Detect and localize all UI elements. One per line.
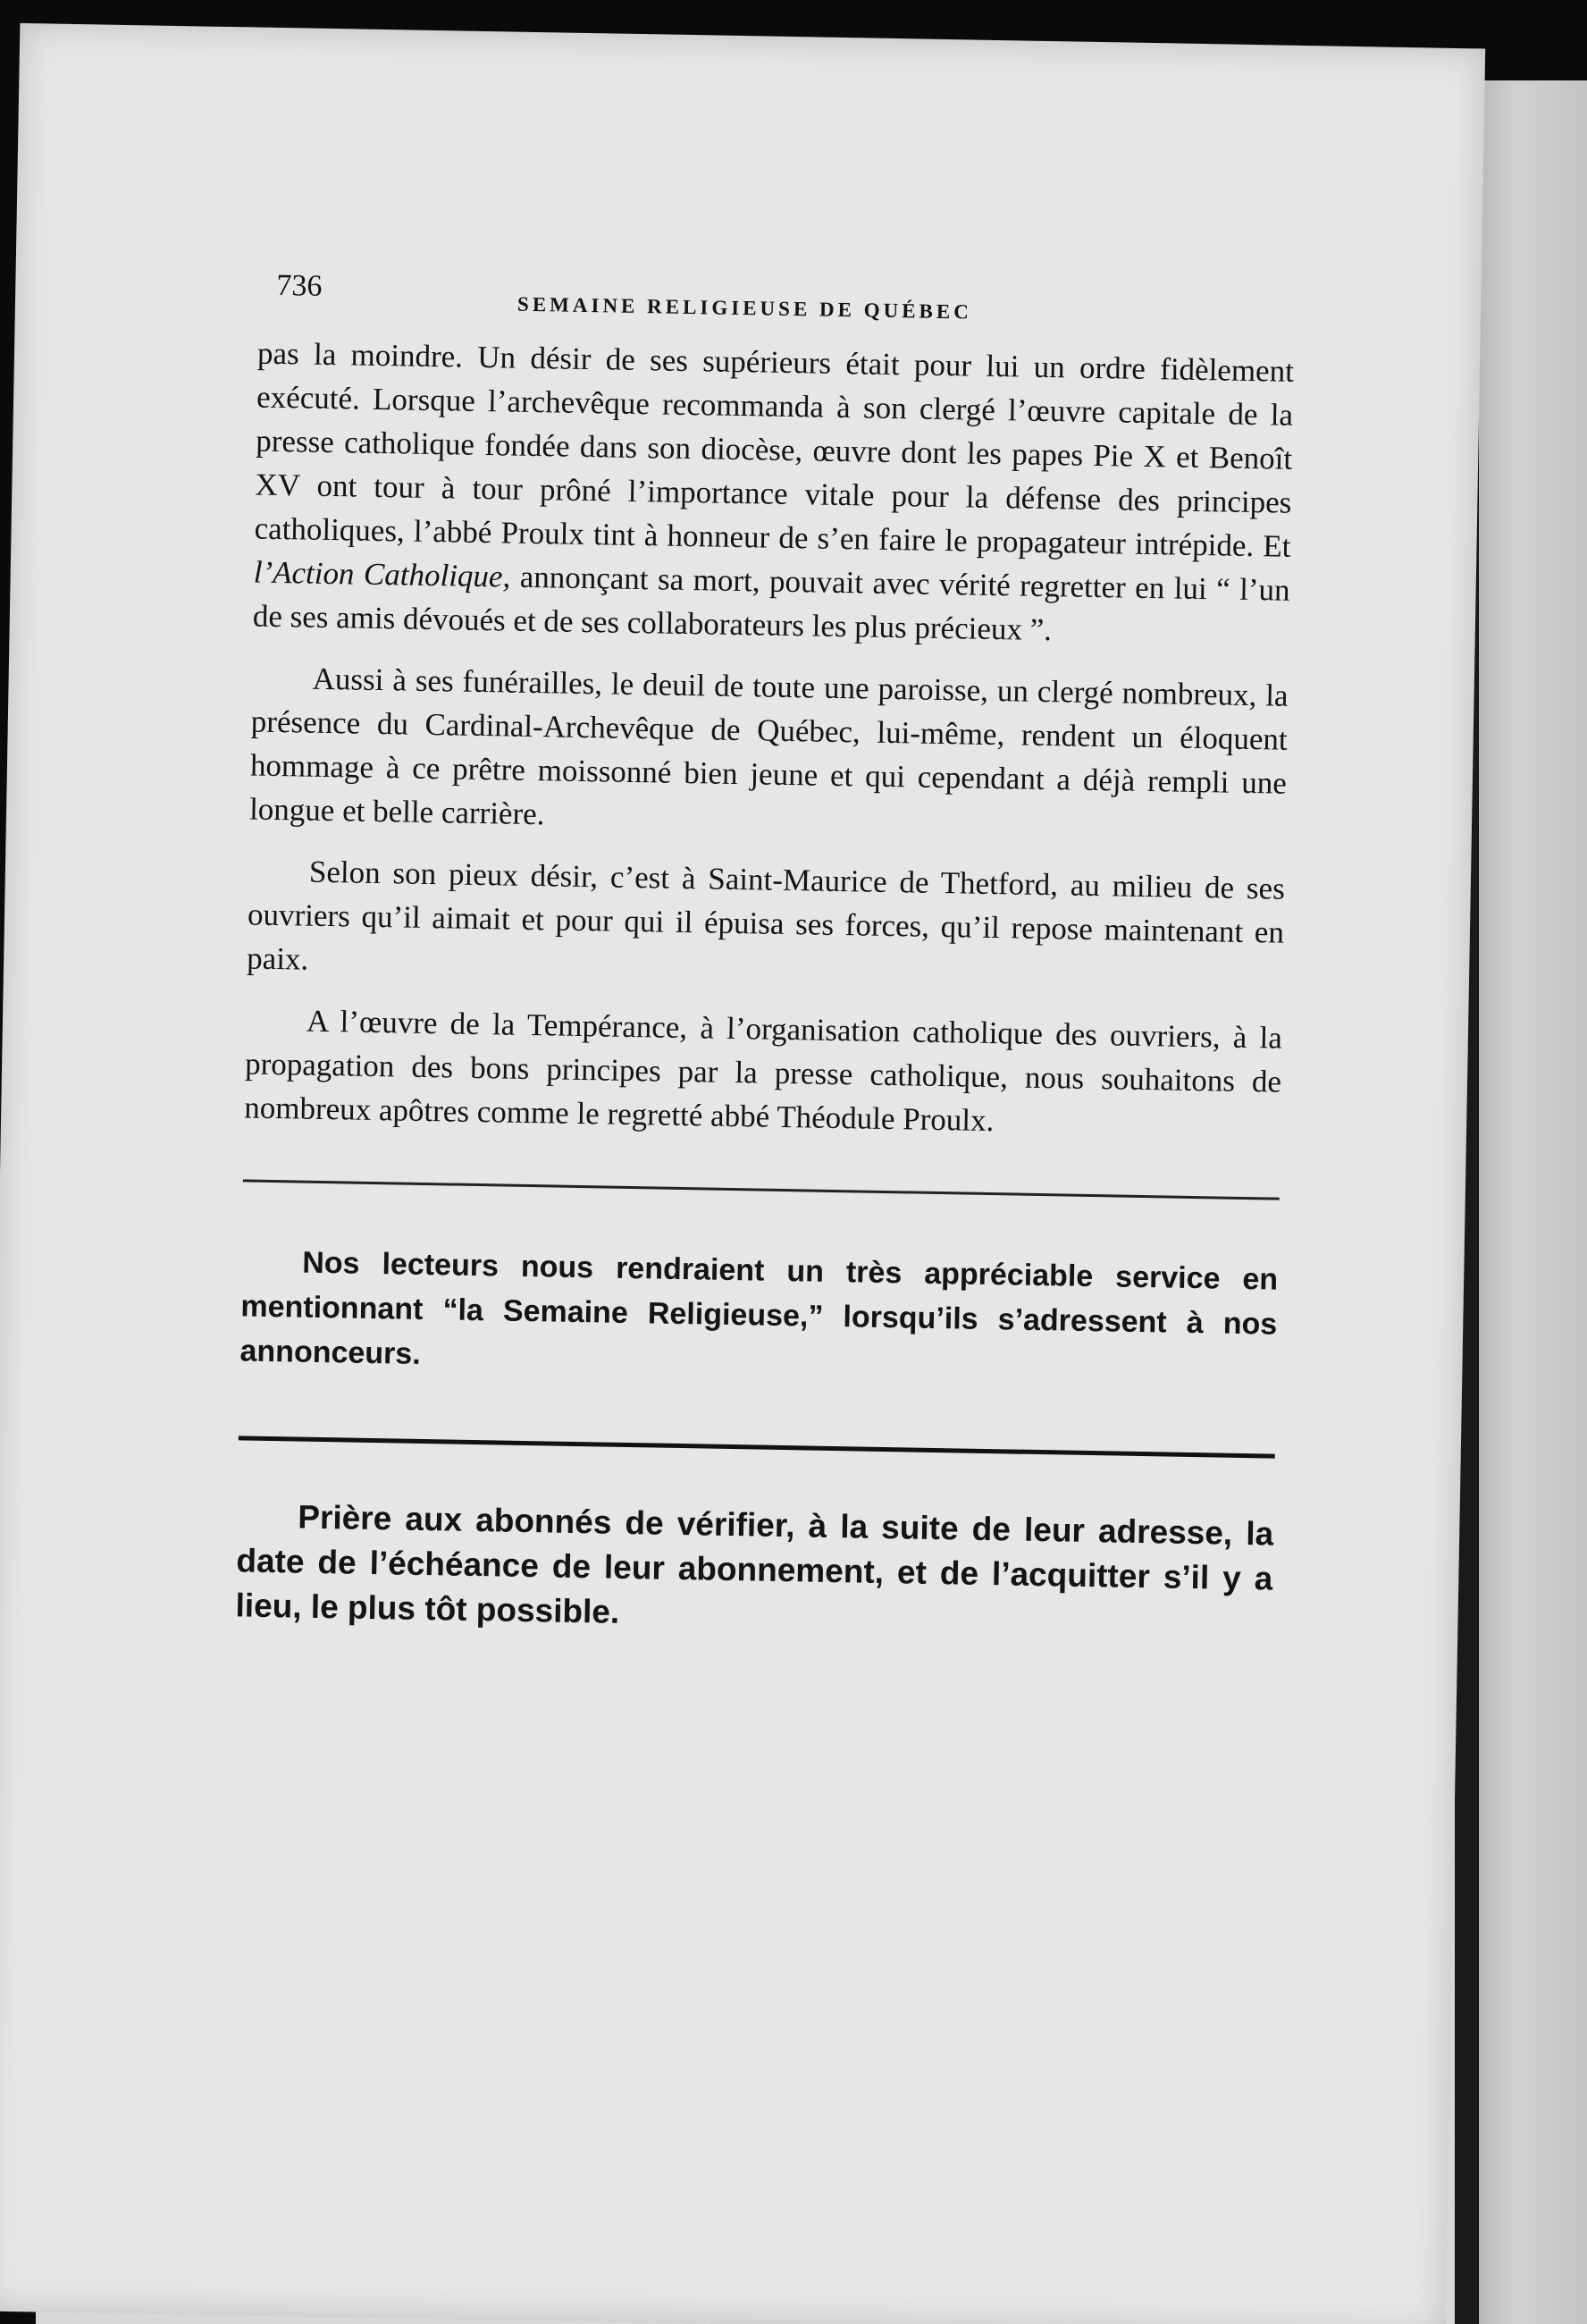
document-page	[0, 23, 1485, 2324]
notice-advertisers: Nos lecteurs nous rendraient un très appréciable service en mentionnant “la Semaine Religieuse,” lorsqu’ils s’adressent à nos annonceurs.	[239, 1245, 1279, 1371]
adjacent-page-strip	[1479, 80, 1587, 2324]
notice-subscribers: Prière aux abonnés de vérifier, à la suite de leur adresse, la date de l’échéance de leur abonnement, et de l’acquitter s’il y a lieu, le plus tôt possible.	[235, 1498, 1274, 1630]
running-title: SEMAINE RELIGIEUSE DE QUÉBEC	[516, 292, 973, 324]
section-divider-thin	[243, 1179, 1280, 1200]
page-number: 736	[276, 268, 323, 303]
section-divider-thick	[239, 1436, 1275, 1458]
paragraph-3: Selon son pieux désir, c’est à Saint-Maurice de Thetford, au milieu de ses ouvriers qu’il aimait et pour qui il épuisa ses forces, qu’il repose maintenant en paix.	[246, 854, 1286, 977]
paragraph-4: A l’œuvre de la Tempérance, à l’organisation catholique des ouvriers, à la propagation des bons principes par la presse catholique, nous souhaitons de nombreux apôtres comme le regretté abbé Théodule Proulx.	[243, 1003, 1283, 1139]
page-content	[235, 269, 1295, 1646]
paragraph-1-italic-title: l’Action Catholique,	[253, 554, 511, 594]
paragraph-2: Aussi à ses funérailles, le deuil de toute une paroisse, un clergé nombreux, la présence du Cardinal-Archevêque de Québec, lui-même, rendent un éloquent hommage à ce prêtre moissonné bien jeune et qui cependant a déjà rempli une longue et belle carrière.	[248, 661, 1289, 832]
paragraph-1-text-a: pas la moindre. Un désir de ses supérieurs était pour lui un ordre fidèlement exécuté. Lorsque l’archevêque recommanda à son clergé l’œuvre capitale de la presse catholique fondée dans son diocèse, œuvre dont les papes Pie X et Benoît XV ont tour à tour prôné l’importance vitale pour la défense des principes catholiques, l’abbé Proulx tint à honneur de s’en faire le propagateur intrépide. Et	[254, 335, 1295, 564]
paragraph-1-text-b: annonçant sa mort, pouvait avec vérité regretter en lui “ l’un de ses amis dévoués et de ses collaborateurs les plus précieux ”.	[252, 559, 1290, 648]
paragraph-1	[253, 332, 1295, 656]
